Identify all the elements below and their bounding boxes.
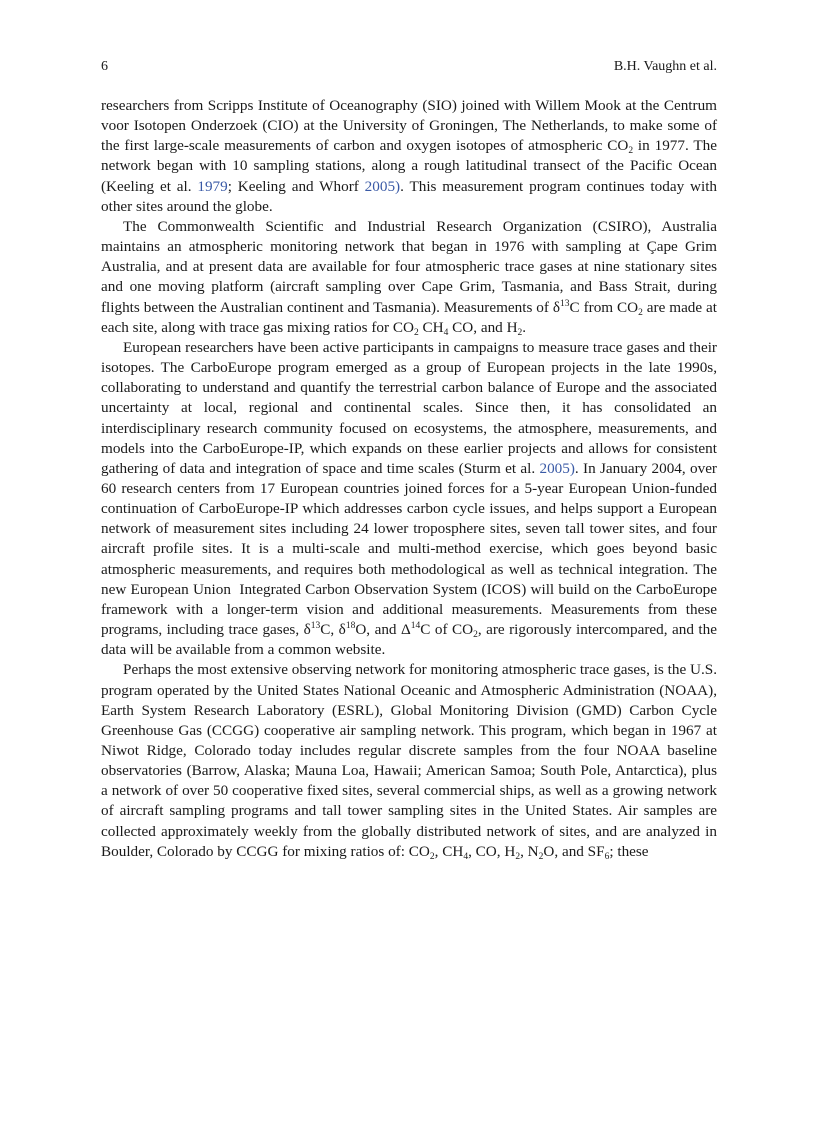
- text-run: CH: [418, 318, 444, 336]
- text-run: , N: [520, 842, 539, 860]
- subscript: 2: [413, 327, 419, 338]
- citation-link[interactable]: 2005): [364, 177, 401, 195]
- text-run: ; these: [609, 842, 649, 860]
- superscript: 13: [560, 298, 570, 309]
- running-head-authors: B.H. Vaughn et al.: [613, 59, 717, 74]
- citation-link[interactable]: 2005): [539, 459, 575, 477]
- page-number: 6: [101, 59, 108, 74]
- text-run: European researchers have been active participants in campaigns to measure trace gases and their isotopes. The CarboEurope program emerged as a group of European projects in the late 1990s, collaborating to understand and quantify the terrestrial carbon balance of Europe and the associated uncertainty at local, regional and continental scales. Since then, it has consolidated an interdisciplinary research community focused on ecosystems, the atmosphere, measurements, and models into the CarboEurope-IP, which expands on these earlier projects and allows for consistent gathering of data and integration of space and time scales (Sturm et al.: [101, 338, 717, 477]
- text-run: , CH: [434, 842, 464, 860]
- text-run: The Commonwealth Scientific and Industrial Research Organization (CSIRO), Australia maintains an atmospheric monitoring network that began in 1976 with sampling at Çape Grim Australia, and at present data are available for four atmospheric trace gases at nine stationary sites and one moving platform (aircraft sampling over Cape Grim, Tasmania, and Bass Strait, during flights between the Australian continent and Tasmania). Measurements of δ: [101, 217, 717, 316]
- text-run: are made at each site, along with trace gas mixing ratios for CO: [101, 298, 718, 336]
- subscript: 4: [443, 327, 449, 338]
- subscript: 2: [638, 307, 643, 318]
- text-run: , are rigorously intercompared, and the data will be available from a common website.: [101, 621, 717, 659]
- subscript: 2: [538, 851, 544, 862]
- paragraph: [101, 217, 717, 338]
- text-run: CO, and H: [448, 318, 518, 336]
- subscript: 2: [473, 630, 478, 641]
- paragraph: [101, 660, 717, 862]
- text-run: O, and SF: [543, 842, 605, 860]
- text-run: Perhaps the most extensive observing network for monitoring atmospheric trace gases, is the U.S. program operated by the United States National Oceanic and Atmospheric Administration (NOAA), Earth System Research Laboratory (ESRL), Global Monitoring Division (GMD) Carbon Cycle Greenhouse Gas (CCGG) cooperative air sampling network. This program, which began in 1967 at Niwot Ridge, Colorado today includes regular discrete samples from the four NOAA baseline observatories (Barrow, Alaska; Mauna Loa, Hawaii; American Samoa; South Pole, Antarctica), plus a network of over 50 cooperative fixed sites, several commercial ships, as well as a growing network of aircraft sampling programs and tall tower sampling sites in the United States. Air samples are collected approximately weekly from the globally distributed network of sites, and are analyzed in Boulder, Colorado by CCGG for mixing ratios of: CO: [101, 661, 717, 860]
- text-run: . This measurement program continues today with other sites around the globe.: [101, 177, 718, 215]
- superscript: 13: [310, 621, 321, 632]
- text-run: ; Keeling and Whorf: [227, 177, 365, 195]
- text-run: . In January 2004, over 60 research centers from 17 European countries joined forces for a 5-year European Union-funded continuation of CarboEurope-IP which addresses carbon cycle issues, and helps support a European network of measurement sites including 24 lower troposphere sites, seven tall tower sites, and four aircraft profile sites. It is a multi-scale and multi-method exercise, which goes beyond basic atmospheric measurements, and requires both methodological as well as technical integration. The new European Union Integrated Carbon Observation System (ICOS) will build on the CarboEurope framework with a longer-term vision and additional measurements. Measurements from these programs, including trace gases, δ: [101, 459, 717, 639]
- text-run: .: [522, 318, 527, 336]
- subscript: 2: [517, 327, 523, 338]
- text-run: C, δ: [320, 621, 346, 639]
- text-run: in 1977. The network began with 10 sampling stations, along a rough latitudinal transect of the Pacific Ocean (Keeling et al.: [101, 137, 717, 195]
- citation-link[interactable]: 1979: [197, 177, 228, 195]
- text-run: C from CO: [569, 298, 639, 316]
- subscript: 2: [429, 851, 435, 862]
- paragraph: [101, 338, 717, 661]
- text-run: , CO, H: [468, 842, 516, 860]
- subscript: 4: [463, 851, 469, 862]
- subscript: 2: [628, 146, 634, 157]
- text-run: researchers from Scripps Institute of Oceanography (SIO) joined with Willem Mook at the Centrum voor Isotopen Onderzoek (CIO) at the University of Groningen, The Netherlands, to make some of the first large-scale measurements of carbon and oxygen isotopes of atmospheric CO: [101, 97, 717, 155]
- superscript: 14: [410, 621, 421, 632]
- paragraph: [101, 96, 717, 217]
- subscript: 6: [604, 851, 610, 862]
- superscript: 18: [345, 621, 356, 632]
- text-run: O, and Δ: [355, 621, 411, 639]
- text-run: C of CO: [420, 621, 474, 639]
- body-text: [101, 96, 717, 862]
- subscript: 2: [515, 851, 521, 862]
